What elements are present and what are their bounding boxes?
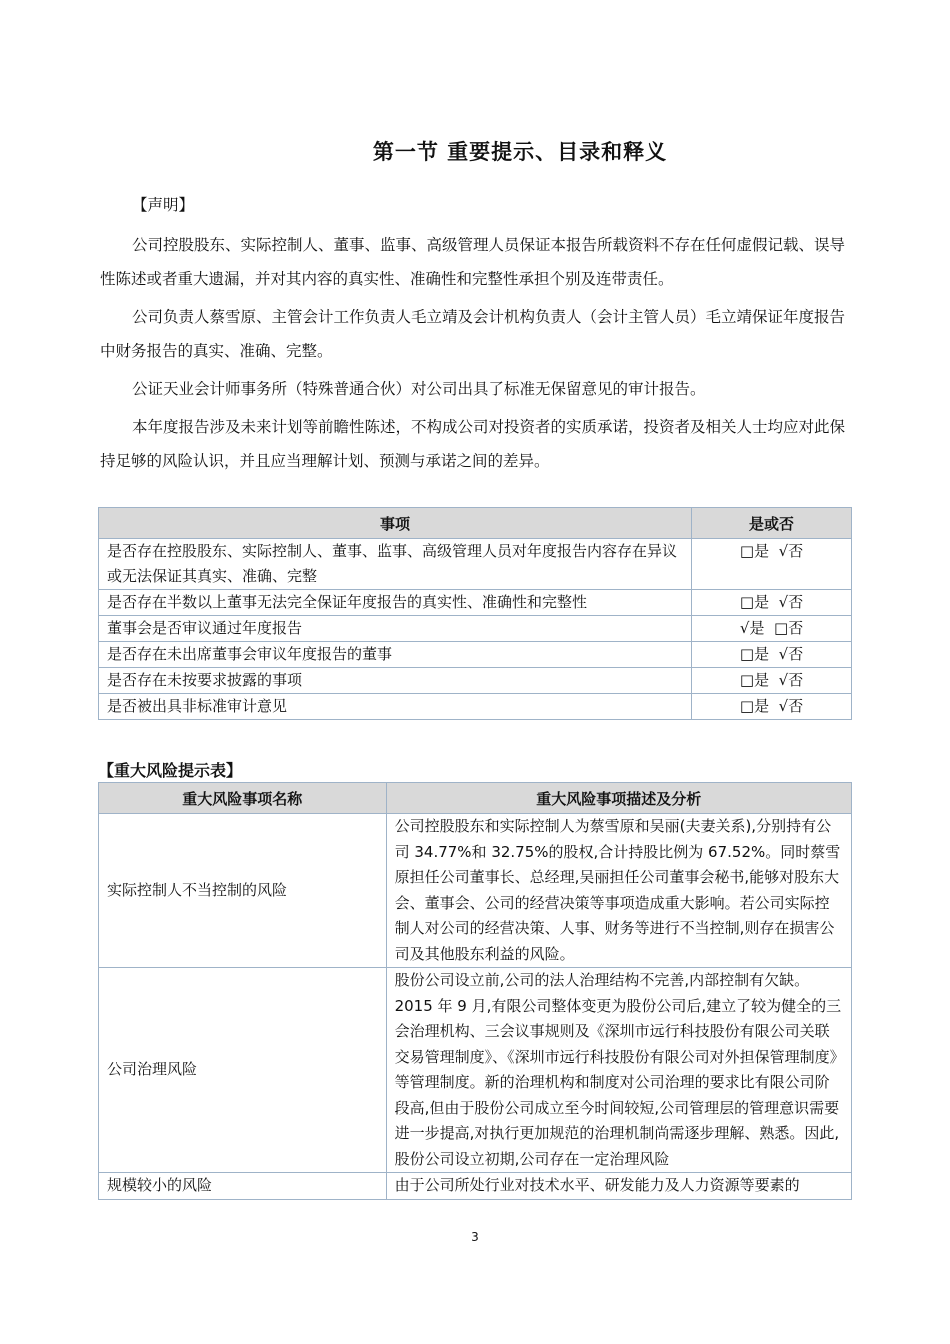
header-risk-name: 重大风险事项名称 <box>99 783 387 814</box>
risk-table-title: 【重大风险提示表】 <box>98 761 243 780</box>
risk-desc: 股份公司设立前,公司的法人治理结构不完善,内部控制有欠缺。2015 年 9 月,有限公司整体变更为股份公司后,建立了较为健全的三会治理机构、三会议事规则及《深圳市远行科技股份有限公司关联交易管理制度》、《深圳市远行科技股份有限公司对外担保管理制度》等管理制度。新的治理机构和制度对公司治理的要求比有限公司阶段高,但由于股份公司成立至今时间较短,公司管理层的管理意识需要进一步提高,对执行更加规范的治理机制尚需逐步理解、熟悉。因此,股份公司设立初期,公司存在一定治理风险 <box>386 968 851 1173</box>
row-item: 是否存在未出席董事会审议年度报告的董事 <box>99 642 692 668</box>
risk-name: 实际控制人不当控制的风险 <box>99 814 387 968</box>
row-item: 是否存在未按要求披露的事项 <box>99 668 692 694</box>
header-risk-desc: 重大风险事项描述及分析 <box>386 783 851 814</box>
risk-desc: 公司控股股东和实际控制人为蔡雪原和吴丽(夫妻关系),分别持有公司 34.77%和 32.75%的股权,合计持股比例为 67.52%。同时蔡雪原担任公司董事长、总经理,吴丽担任公司董事会秘书,能够对股东大会、董事会、公司的经营决策等事项造成重大影响。若公司实际控制人对公司的经营决策、人事、财务等进行不当控制,则存在损害公司及其他股东利益的风险。 <box>386 814 851 968</box>
table-row <box>99 590 852 616</box>
paragraph-3: 公证天业会计师事务所（特殊普通合伙）对公司出具了标准无保留意见的审计报告。 <box>132 380 706 398</box>
row-answer: □是 √否 <box>692 642 852 668</box>
header-answer: 是或否 <box>692 508 852 539</box>
row-answer: □是 √否 <box>692 694 852 720</box>
risk-name: 公司治理风险 <box>99 968 387 1173</box>
table-header-row <box>99 783 852 814</box>
table-header-row <box>99 508 852 539</box>
table-row <box>99 668 852 694</box>
row-item: 是否被出具非标准审计意见 <box>99 694 692 720</box>
paragraph-2: 公司负责人蔡雪原、主管会计工作负责人毛立靖及会计机构负责人（会计主管人员）毛立靖保证年度报告中财务报告的真实、准确、完整。 <box>100 308 846 360</box>
row-answer: √是 □否 <box>692 616 852 642</box>
row-item: 是否存在半数以上董事无法完全保证年度报告的真实性、准确性和完整性 <box>99 590 692 616</box>
paragraph-4: 本年度报告涉及未来计划等前瞻性陈述，不构成公司对投资者的实质承诺，投资者及相关人士均应对此保持足够的风险认识，并且应当理解计划、预测与承诺之间的差异。 <box>100 418 846 470</box>
row-answer: □是 √否 <box>692 539 852 590</box>
page-title: 第一节 重要提示、目录和释义 <box>372 140 668 164</box>
risk-desc: 由于公司所处行业对技术水平、研发能力及人力资源等要素的 <box>386 1173 851 1200</box>
header-item: 事项 <box>99 508 692 539</box>
row-item: 董事会是否审议通过年度报告 <box>99 616 692 642</box>
row-answer: □是 √否 <box>692 590 852 616</box>
table-row <box>99 814 852 968</box>
risk-table <box>98 782 852 1200</box>
page-number: 3 <box>471 1230 479 1244</box>
row-answer: □是 √否 <box>692 668 852 694</box>
confirmation-table <box>98 507 852 720</box>
table-row <box>99 539 852 590</box>
table-row <box>99 694 852 720</box>
table-row <box>99 1173 852 1200</box>
table-row <box>99 642 852 668</box>
table-row <box>99 616 852 642</box>
declaration-label: 【声明】 <box>132 196 195 214</box>
table-row <box>99 968 852 1173</box>
row-item: 是否存在控股股东、实际控制人、董事、监事、高级管理人员对年度报告内容存在异议或无法保证其真实、准确、完整 <box>99 539 692 590</box>
risk-name: 规模较小的风险 <box>99 1173 387 1200</box>
paragraph-1: 公司控股股东、实际控制人、董事、监事、高级管理人员保证本报告所载资料不存在任何虚假记载、误导性陈述或者重大遗漏，并对其内容的真实性、准确性和完整性承担个别及连带责任。 <box>100 236 846 288</box>
